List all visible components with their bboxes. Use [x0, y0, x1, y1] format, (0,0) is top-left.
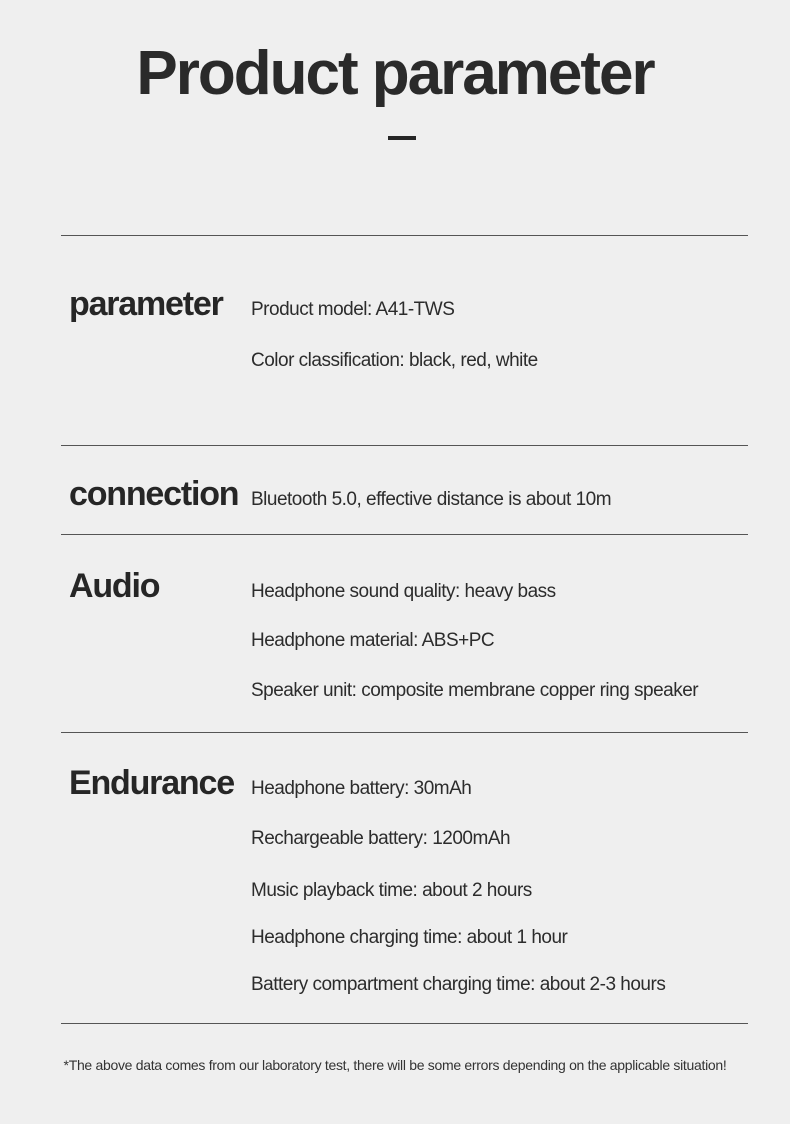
spec-line: Speaker unit: composite membrane copper ring speaker — [251, 680, 699, 701]
section-heading: Endurance — [69, 764, 234, 802]
spec-line: Product model: A41-TWS — [251, 299, 455, 320]
spec-line: Music playback time: about 2 hours — [251, 880, 532, 901]
spec-line: Rechargeable battery: 1200mAh — [251, 828, 511, 849]
divider — [61, 732, 748, 733]
spec-line: Headphone charging time: about 1 hour — [251, 927, 568, 948]
spec-line: Headphone battery: 30mAh — [251, 778, 472, 799]
page-title: Product parameter — [136, 39, 654, 108]
divider — [61, 235, 748, 236]
section-heading: parameter — [69, 285, 223, 323]
disclaimer-footnote: *The above data comes from our laboratory test, there will be some errors depending on the applicable situation! — [63, 1057, 727, 1073]
section-heading: Audio — [69, 567, 160, 605]
spec-line: Headphone material: ABS+PC — [251, 630, 495, 651]
spec-line: Bluetooth 5.0, effective distance is about 10m — [251, 489, 612, 510]
spec-line: Headphone sound quality: heavy bass — [251, 581, 556, 602]
title-underline-dash — [388, 136, 416, 140]
divider — [61, 534, 748, 535]
divider — [61, 1023, 748, 1024]
section-heading: connection — [69, 475, 239, 513]
spec-line: Color classification: black, red, white — [251, 350, 538, 371]
spec-line: Battery compartment charging time: about 2-3 hours — [251, 974, 666, 995]
divider — [61, 445, 748, 446]
